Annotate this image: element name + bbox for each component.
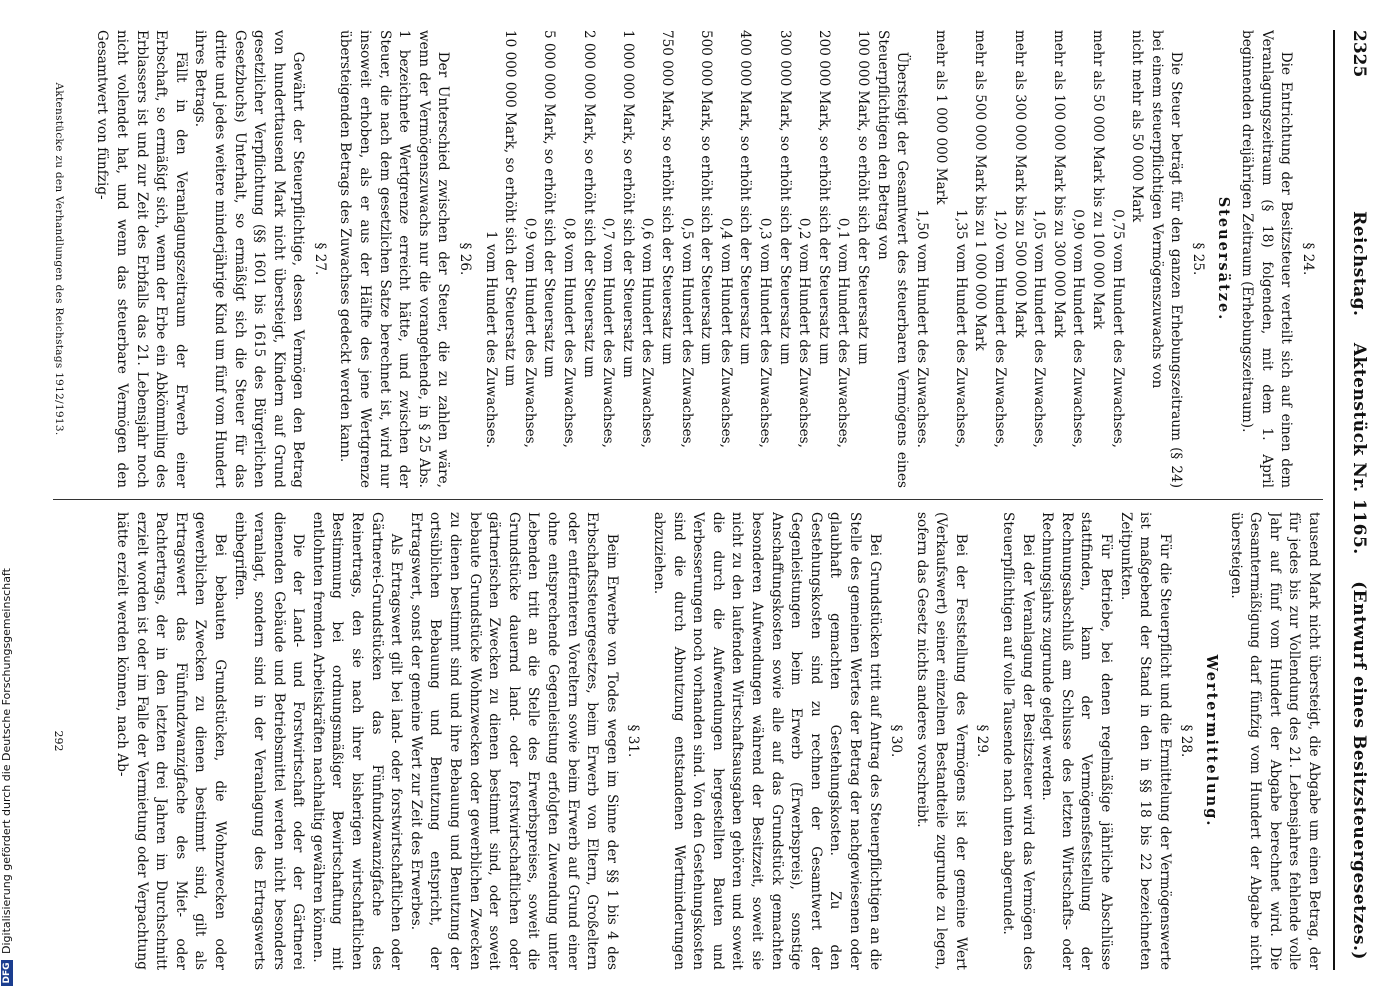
section-28-paragraph-3: Bei der Veranlagung der Besitzsteuer wird das Vermögen des Steuerpflichtigen auf volle Tausende nach unten abgerundet. bbox=[1000, 512, 1036, 970]
section-27-paragraph-2: Fällt in den Veranlagungszeitraum der Erwerb einer Erbschaft, so ermäßigt sich, wenn der Erbe ein Abkömmling des Erblassers ist und zur Zeit des Erbfalls das 21. Lebensjahr noch nicht vollendet hat, und wenn das steuerbare Vermögen den Gesamtwert von fünfzig- bbox=[94, 30, 189, 488]
surcharge-table bbox=[480, 30, 872, 488]
rate-table bbox=[911, 30, 1146, 488]
rate-line: mehr als 300 000 Mark bis zu 500 000 Mark bbox=[1011, 30, 1028, 338]
footer-page-number: 292 bbox=[52, 730, 65, 752]
rate-line: mehr als 500 000 Mark bis zu 1 000 000 Mark bbox=[972, 30, 989, 351]
dfg-logo: DFG bbox=[1, 960, 13, 986]
header-center: Aktenstück Nr. 1165. bbox=[1349, 342, 1369, 555]
section-27-paragraph-1: Gewährt der Steuerpflichtige, dessen Vermögen den Betrag von hunderttausend Mark nicht übersteigt, Kindern auf Grund gesetzlicher Verpflichtung (§§ 1601 bis 1615 des Bürgerlichen Gesetzbuchs) Unterhalt, so ermäßigt sich die Steuer für das dritte und jedes weitere minderjährige Kind um fünf vom Hundert ihres Betrags. bbox=[192, 30, 307, 488]
rate-line: 0,75 vom Hundert des Zuwachses, bbox=[1109, 209, 1126, 448]
section-26-text: Der Unterschied zwischen der Steuer, die zu zahlen wäre, wenn der Vermögenszuwachs nur die vorangehende, in § 25 Abs. 1 bezeichnete Wertgrenze erreicht hätte, und zwischen der Steuer, die nach dem gesetzlichen Satze berechnet ist, wird nur insoweit erhoben, als er aus der Hälfte des jene Wertgrenze übersteigenden Betrags des Zuwachses gedeckt werden kann. bbox=[337, 30, 452, 488]
rate-line: 0,90 vom Hundert des Zuwachses, bbox=[1070, 209, 1087, 448]
surcharge-line: 300 000 Mark, so erhöht sich der Steuersatz um bbox=[776, 30, 793, 365]
rate-line: mehr als 100 000 Mark bis zu 300 000 Mark bbox=[1050, 30, 1067, 338]
header-right: (Entwurf eines Besitzsteuergesetzes.) bbox=[1349, 581, 1369, 960]
section-25-number: § 25. bbox=[1190, 242, 1207, 276]
surcharge-line: 400 000 Mark, so erhöht sich der Steuersatz um bbox=[737, 30, 754, 365]
section-28-paragraph-2: Für Betriebe, bei denen regelmäßige jährliche Abschlüsse stattfinden, kann der Vermögensfeststellung der Rechnungsabschluß am Schlusse des letzten Wirtschafts- oder Rechnungsjahrs zugrunde gelegt werden. bbox=[1039, 512, 1115, 970]
surcharge-line: 100 000 Mark, so erhöht sich der Steuersatz um bbox=[854, 30, 871, 365]
surcharge-line: 0,1 vom Hundert des Zuwachses, bbox=[835, 217, 852, 448]
surcharge-line: 1 000 000 Mark, so erhöht sich der Steuersatz um bbox=[619, 30, 636, 378]
section-28-paragraph-1: Für die Steuerpflicht und die Ermittelung der Vermögenswerte ist maßgebend der Stand in den in §§ 18 bis 22 bezeichneten Zeitpunkten. bbox=[1117, 512, 1173, 970]
surcharge-line: 1 vom Hundert des Zuwachses. bbox=[482, 230, 499, 448]
right-column bbox=[53, 512, 1323, 970]
header-title bbox=[1349, 201, 1369, 970]
rate-line: 1,20 vom Hundert des Zuwachses, bbox=[992, 209, 1009, 448]
section-30-number: § 30. bbox=[888, 724, 905, 758]
section-31-paragraph-2: Als Ertragswert gilt bei land- oder forstwirtschaftlichen oder Gärtnerei-Grundstücken das Fünfundzwanzigfache des Reinertrags, den sie nach ihrer bisherigen wirtschaftlichen Bestimmung bei ordnungsmäßiger Bewirtschaftung mit entlohnten fremden Arbeitskräften nachhaltig gewähren können. bbox=[309, 512, 405, 970]
surcharge-line: 0,6 vom Hundert des Zuwachses, bbox=[639, 217, 656, 448]
surcharge-line: 10 000 000 Mark, so erhöht sich der Steuersatz um bbox=[502, 30, 519, 387]
section-27-number: § 27. bbox=[311, 242, 328, 276]
section-31-paragraph-1: Beim Erwerbe von Todes wegen im Sinne der §§ 1 bis 4 des Erbschaftssteuergesetzes, beim Erwerb von Eltern, Großeltern oder entfernteren Voreltern sowie beim Erwerb auf Grund einer ohne entsprechende Gegenleistung erfolgten Zuwendung unter Lebenden tritt an die Stelle des Erwerbspreises, soweit die Grundstücke dauernd land- oder forstwirtschaftlichen oder gärtnerischen Zwecken zu dienen bestimmt sind, oder soweit bebaute Grundstücke Wohnzwecken oder gewerblichen Zwecken zu dienen bestimmt sind und ihre Bebauung und Benutzung der ortsüblichen Bebauung und Benutzung entspricht, der Ertragswert, sonst der gemeine Wert zur Zeit des Erwerbes. bbox=[407, 512, 620, 970]
rate-line: 1,35 vom Hundert des Zuwachses, bbox=[952, 209, 969, 448]
surcharge-line: 0,5 vom Hundert des Zuwachses, bbox=[678, 217, 695, 448]
footer-source: Aktenstücke zu den Verhandlungen des Reichstags 1912/1913. bbox=[53, 82, 65, 436]
surcharge-line: 5 000 000 Mark, so erhöht sich der Steuersatz um bbox=[541, 30, 558, 378]
surcharge-line: 500 000 Mark, so erhöht sich der Steuersatz um bbox=[698, 30, 715, 365]
section-31-number: § 31. bbox=[625, 724, 642, 758]
section-25-intro: Die Steuer beträgt für den ganzen Erhebungszeitraum (§ 24) bei einem steuerpflichtigen Vermögenszuwachs von bbox=[1148, 30, 1185, 488]
section-31-paragraph-4: Bei bebauten Grundstücken, die Wohnzwecken oder gewerblichen Zwecken zu dienen bestimmt sind, gilt als Ertragswert das Fünfundzwanzigfache des Miet- oder Pachtertrags, der in den letzten drei Jahren im Durchschnitt erzielt worden ist oder im Falle der Vermietung oder Verpachtung hätte erzielt werden können, nach Ab- bbox=[113, 512, 228, 970]
rate-line: mehr als 1 000 000 Mark bbox=[933, 30, 950, 205]
rate-line: 1,50 vom Hundert des Zuwachses. bbox=[913, 209, 930, 448]
rate-line: mehr als 50 000 Mark bis zu 100 000 Mark bbox=[1090, 30, 1107, 330]
rate-line: nicht mehr als 50 000 Mark bbox=[1129, 30, 1146, 223]
continuation-text: tausend Mark nicht übersteigt, die Abgabe um einen Betrag, der für jedes bis zur Vollendung des 21. Lebensjahres fehlende volle Jahr auf fünf vom Hundert der Abgabe berechnet wird. Die Gesamtermäßigung darf fünfzig vom Hundert der Abgabe nicht übersteigen. bbox=[1227, 512, 1322, 970]
surcharge-line: 0,3 vom Hundert des Zuwachses, bbox=[756, 217, 773, 448]
section-25-more: Übersteigt der Gesamtwert des steuerbaren Vermögens eines Steuerpflichtigen den Betrag von bbox=[874, 30, 911, 488]
section-title-wertermittelung: Wertermittelung. bbox=[1203, 654, 1221, 828]
section-26-number: § 26. bbox=[457, 242, 474, 276]
section-title-steuersaetze: Steuersätze. bbox=[1214, 196, 1232, 322]
surcharge-line: 200 000 Mark, so erhöht sich der Steuersatz um bbox=[815, 30, 832, 365]
page-header bbox=[1333, 30, 1383, 970]
header-left: Reichstag. bbox=[1349, 211, 1369, 317]
section-30-text: Bei Grundstücken tritt auf Antrag des Steuerpflichtigen an die Stelle des gemeinen Wertes der Betrag der nachgewiesenen oder glaubhaft gemachten Gestehungskosten. Zu den Gestehungskosten sind zu rechnen der Gesamtwert der Gegenleistungen beim Erwerb (Erwerbspreis), sonstige Anschaffungskosten sowie alle auf das Grundstück gemachten besonderen Aufwendungen während der Besitzzeit, soweit sie nicht zu den laufenden Wirtschaftsausgaben gehören und soweit die durch die Aufwendungen hergestellten Bauten und Verbesserungen noch vorhanden sind. Von den Gestehungskosten sind die durch Abnutzung entstandenen Wertminderungen abzuziehen. bbox=[651, 512, 883, 970]
surcharge-line: 0,9 vom Hundert des Zuwachses, bbox=[521, 217, 538, 448]
rate-line: 1,05 vom Hundert des Zuwachses, bbox=[1031, 209, 1048, 448]
surcharge-line: 0,4 vom Hundert des Zuwachses, bbox=[717, 217, 734, 448]
surcharge-line: 0,7 vom Hundert des Zuwachses, bbox=[600, 217, 617, 448]
section-24-text: Die Entrichtung der Besitzsteuer verteilt sich auf einen dem Veranlagungszeitraum (§ 18) folgenden, mit dem 1. April beginnenden dreijährigen Zeitraum (Erhebungszeitraum). bbox=[1239, 30, 1295, 488]
surcharge-line: 0,8 vom Hundert des Zuwachses, bbox=[561, 217, 578, 448]
section-29-text: Bei der Feststellung des Vermögens ist der gemeine Wert (Verkaufswert) seiner einzelnen Bestandteile zugrunde zu legen, sofern das Gesetz nichts anderes vorschreibt. bbox=[913, 512, 969, 970]
page-number: 2325 bbox=[1349, 30, 1369, 78]
section-28-number: § 28. bbox=[1178, 724, 1195, 758]
surcharge-line: 2 000 000 Mark, so erhöht sich der Steuersatz um bbox=[580, 30, 597, 378]
section-24-number: § 24. bbox=[1300, 242, 1316, 276]
section-29-number: § 29. bbox=[974, 724, 991, 758]
surcharge-line: 750 000 Mark, so erhöht sich der Steuersatz um bbox=[659, 30, 675, 365]
section-31-paragraph-3: Die der Land- und Forstwirtschaft oder der Gärtnerei dienenden Gebäude und Betriebsmittel werden nicht besonders veranlagt, sondern sind in der Veranlagung des Ertragswerts einbegriffen. bbox=[231, 512, 307, 970]
surcharge-line: 0,2 vom Hundert des Zuwachses, bbox=[796, 217, 813, 448]
digitization-note-text: Digitalisierung gefördert durch die Deutsche Forschungsgemeinschaft bbox=[0, 568, 13, 954]
column-divider bbox=[53, 499, 1323, 500]
left-column bbox=[53, 30, 1323, 488]
